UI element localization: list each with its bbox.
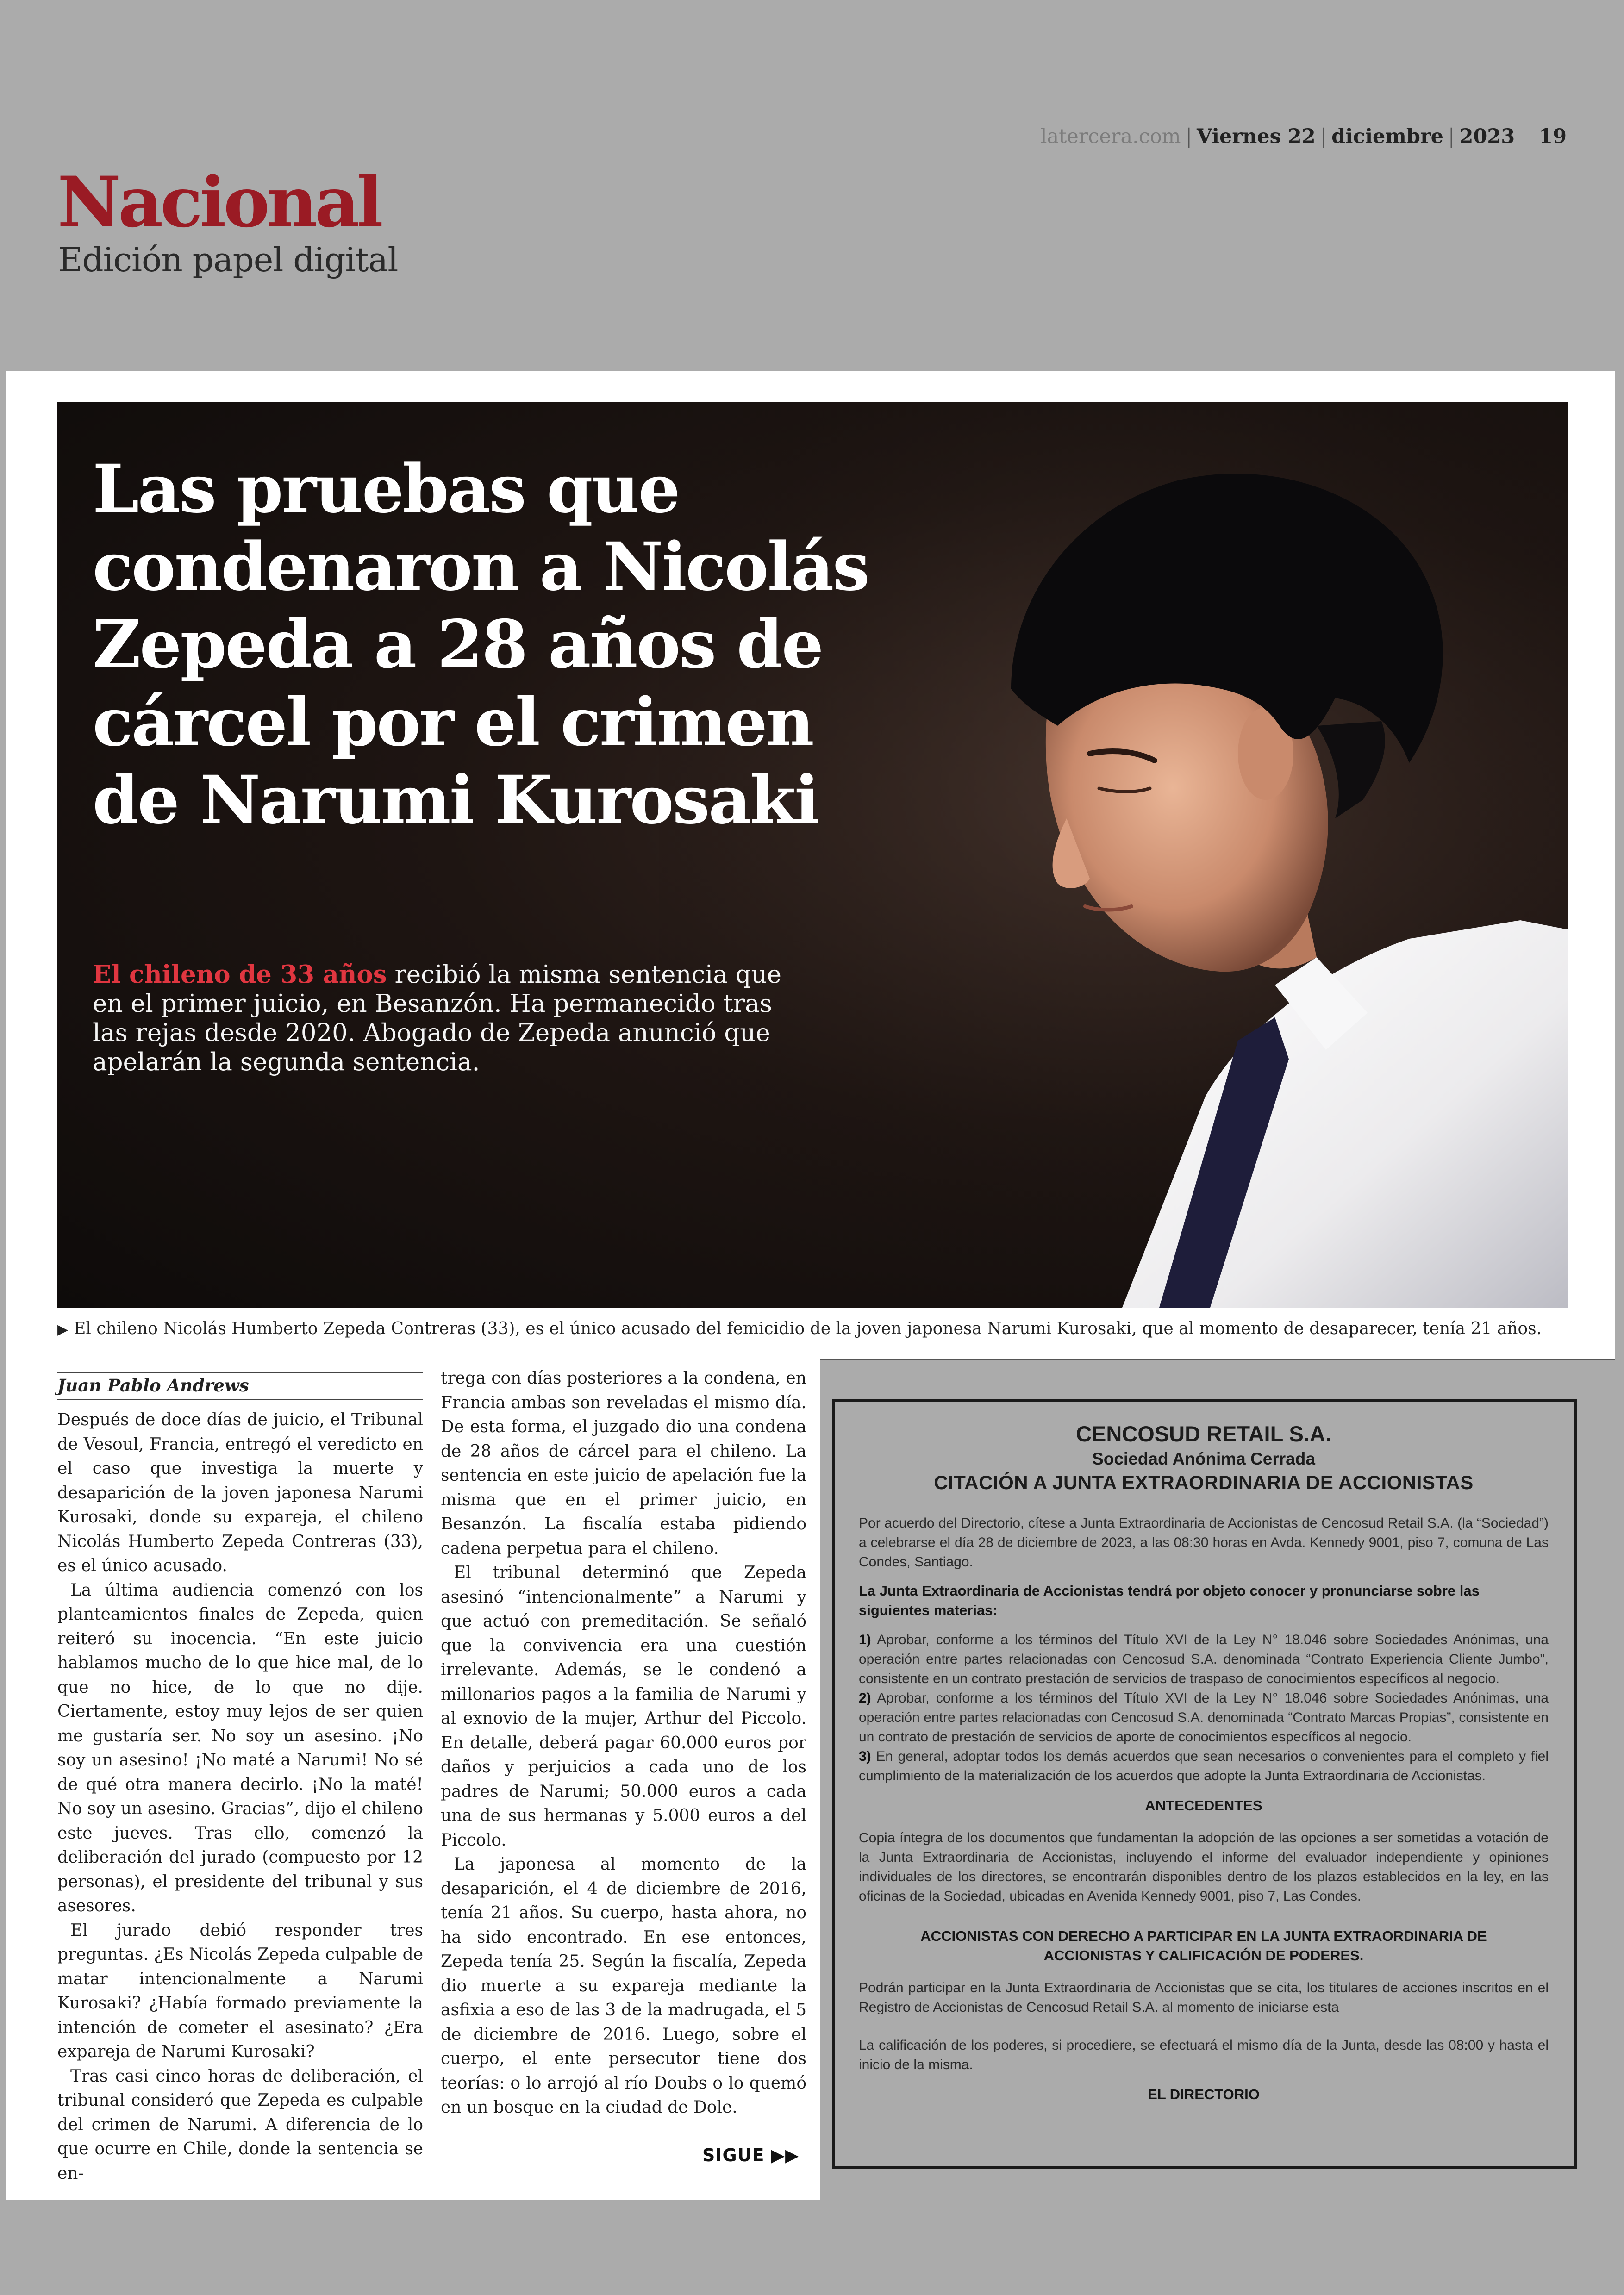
deck-text: recibió la misma sentencia que en el primer juicio, en Besanzón. Ha permanecido tras las rejas desde 2020. Abogado de Zepeda anunció que apelarán la segunda sentencia. [93,960,781,1076]
section-title: Nacional [57,162,381,243]
ad-box [832,1399,1577,2169]
hero-image [57,402,1568,1308]
byline: Juan Pablo Andrews [57,1372,423,1400]
ad-lead: La Junta Extraordinaria de Accionistas tendrá por objeto conocer y pronunciarse sobre las siguientes materias: [859,1583,1480,1618]
ad-item-text: Aprobar, conforme a los términos del Título XVI de la Ley N° 18.046 sobre Sociedades Anónimas, una operación entre partes relacionadas con Cencosud S.A. denominada “Contrato Experiencia Cliente Jumbo”, consistente en un contrato prestación de servicios de traspaso de conocimientos específicos al negocio. [859,1632,1549,1686]
ad-item [859,1747,1549,1786]
article-page [6,371,1615,2200]
paragraph: El jurado debió responder tres preguntas. ¿Es Nicolás Zepeda culpable de matar intencionalmente a Narumi Kurosaki? ¿Había formado previamente la intención de cometer el asesinato? ¿Era expareja de Narumi Kurosaki? [57,1921,423,2061]
article-deck [93,960,806,1077]
article-headline: Las pruebas que condenaron a Nicolás Zepeda a 28 años de cárcel por el crimen de Narumi Kurosaki [93,450,868,839]
legal-notice-ad [820,1359,1615,2200]
article-column-2 [441,1366,806,2120]
paragraph: El tribunal determinó que Zepeda asesinó “intencionalmente” a Narumi y que actuó con premeditación. Se señaló que la convivencia era una cuestión irrelevante. Además, se le condenó a millonarios pagos a la familia de Narumi y al exnovio de la mujer, Arthur del Piccolo. En detalle, deberá pagar 60.000 euros por daños y perjuicios a cada uno de los padres de Narumi; 50.000 euros a cada una de sus hermanas y 5.000 euros a del Piccolo. [441,1563,806,1850]
ad-derecho-text: Podrán participar en la Junta Extraordinaria de Accionistas que se cita, los titulares de acciones inscritos en el Registro de Accionistas de Cencosud Retail S.A. al momento de iniciarse esta [859,1980,1549,2015]
continue-label[interactable]: SIGUE ▶▶ [702,2145,800,2165]
ad-item [859,1689,1549,1747]
date-month: diciembre [1331,125,1443,148]
ad-item-number: 1) [859,1632,871,1647]
caption-marker-icon: ▶ [57,1322,69,1338]
article-column-1 [57,1372,423,2186]
paragraph: Tras casi cinco horas de deliberación, el tribunal consideró que Zepeda es culpable del crimen de Narumi. A diferencia de lo que ocurre en Chile, donde la sentencia se en- [57,2066,423,2183]
ad-company-type: Sociedad Anónima Cerrada [1092,1449,1315,1468]
ad-calificacion-text: La calificación de los poderes, si procediere, se efectuará el mismo día de la Junta, desde las 08:00 y hasta el inicio de la misma. [859,2038,1549,2072]
ad-company: CENCOSUD RETAIL S.A. [1076,1422,1331,1446]
ad-derecho-title: ACCIONISTAS CON DERECHO A PARTICIPAR EN LA JUNTA EXTRAORDINARIA DE ACCIONISTAS Y CALIFICACIÓN DE PODERES. [920,1928,1487,1964]
date-day: Viernes 22 [1197,125,1316,148]
site-name: latercera.com [1040,125,1181,148]
date-year: 2023 [1459,125,1515,148]
caption-text: El chileno Nicolás Humberto Zepeda Contreras (33), es el único acusado del femicidio de la joven japonesa Narumi Kurosaki, que al momento de desaparecer, tenía 21 años. [74,1319,1542,1338]
ad-item-text: En general, adoptar todos los demás acuerdos que sean necesarios o convenientes para el completo y fiel cumplimiento de la materialización de los acuerdos que adopte la Junta Extraordinaria de Accionistas. [859,1749,1549,1784]
ad-title: CITACIÓN A JUNTA EXTRAORDINARIA DE ACCIONISTAS [934,1472,1474,1493]
deck-highlight: El chileno de 33 años [93,960,387,989]
paragraph: trega con días posteriores a la condena, en Francia ambas son reveladas el mismo día. De esta forma, el juzgado dio una condena de 28 años de cárcel para el chileno. La sentencia en este juicio de apelación fue la misma que en el primer juicio, en Besanzón. La fiscalía estaba pidiendo cadena perpetua para el chileno. [441,1369,806,1558]
photo-caption [57,1319,1568,1339]
ad-item-number: 2) [859,1690,871,1706]
ad-item-text: Aprobar, conforme a los términos del Título XVI de la Ley N° 18.046 sobre Sociedades Anónimas, una operación entre partes relacionadas con Cencosud S.A. denominada “Contrato Marcas Propias”, consistente en un contrato de prestación de servicios de aporte de conocimientos específicos al negocio. [859,1690,1549,1745]
ad-divider [820,1359,1615,1360]
ad-item [859,1630,1549,1689]
paragraph: La japonesa al momento de la desaparición, el 4 de diciembre de 2016, tenía 21 años. Su cuerpo, hasta ahora, no ha sido encontrado. En ese entonces, Zepeda tenía 25. Según la fiscalía, Zepeda dio muerte a su expareja mediante la asfixia a eso de las 3 de la madrugada, el 5 de diciembre de 2016. Luego, sobre el cuerpo, el ente persecutor tiene dos teorías: o lo arrojó al río Doubs o lo quemó en un bosque en la ciudad de Dole. [441,1855,806,2117]
ad-antecedentes-title: ANTECEDENTES [1145,1797,1262,1814]
paragraph: Después de doce días de juicio, el Tribunal de Vesoul, Francia, entregó el veredicto en el caso que investiga la muerte y desaparición de la joven japonesa Narumi Kurosaki, donde su expareja, el chileno Nicolás Humberto Zepeda Contreras (33), es el único acusado. [57,1410,423,1575]
ad-item-number: 3) [859,1749,871,1764]
page-meta: latercera.com | Viernes 22 | diciembre | 2023 19 [1040,125,1567,148]
ad-intro: Por acuerdo del Directorio, cítese a Junta Extraordinaria de Accionistas de Cencosud Retail S.A. (la “Sociedad”) a celebrarse el día 28 de diciembre de 2023, a las 08:30 horas en Avda. Kennedy 9001, piso 7, comuna de Las Condes, Santiago. [859,1515,1549,1570]
ad-signature: EL DIRECTORIO [1148,2086,1260,2102]
paragraph: La última audiencia comenzó con los planteamientos finales de Zepeda, quien reiteró su inocencia. “En este juicio hablamos mucho de lo que hice mal, de lo que no hice, de lo que no dije. Ciertamente, estoy muy lejos de ser quien me gustaría ser. No soy un asesino. ¡No soy un asesino! ¡No maté a Narumi! No sé de qué otra manera decirlo. ¡No la maté! No soy un asesino. Gracias”, dijo el chileno este jueves. Tras ello, comenzó la deliberación del jurado (compuesto por 12 personas), el presidente del tribunal y sus asesores. [57,1580,423,1915]
page-number: 19 [1539,125,1567,148]
ad-antecedentes-text: Copia íntegra de los documentos que fundamentan la adopción de las opciones a ser sometidas a votación de la Junta Extraordinaria de Accionistas, incluyendo el informe del evaluador independiente y opiniones individuales de los directores, se encontrarán disponibles dentro de los plazos establecidos en la ley, en las oficinas de la Sociedad, ubicadas en Avenida Kennedy 9001, piso 7, Las Condes. [859,1830,1549,1904]
section-subtitle: Edición papel digital [58,240,398,279]
